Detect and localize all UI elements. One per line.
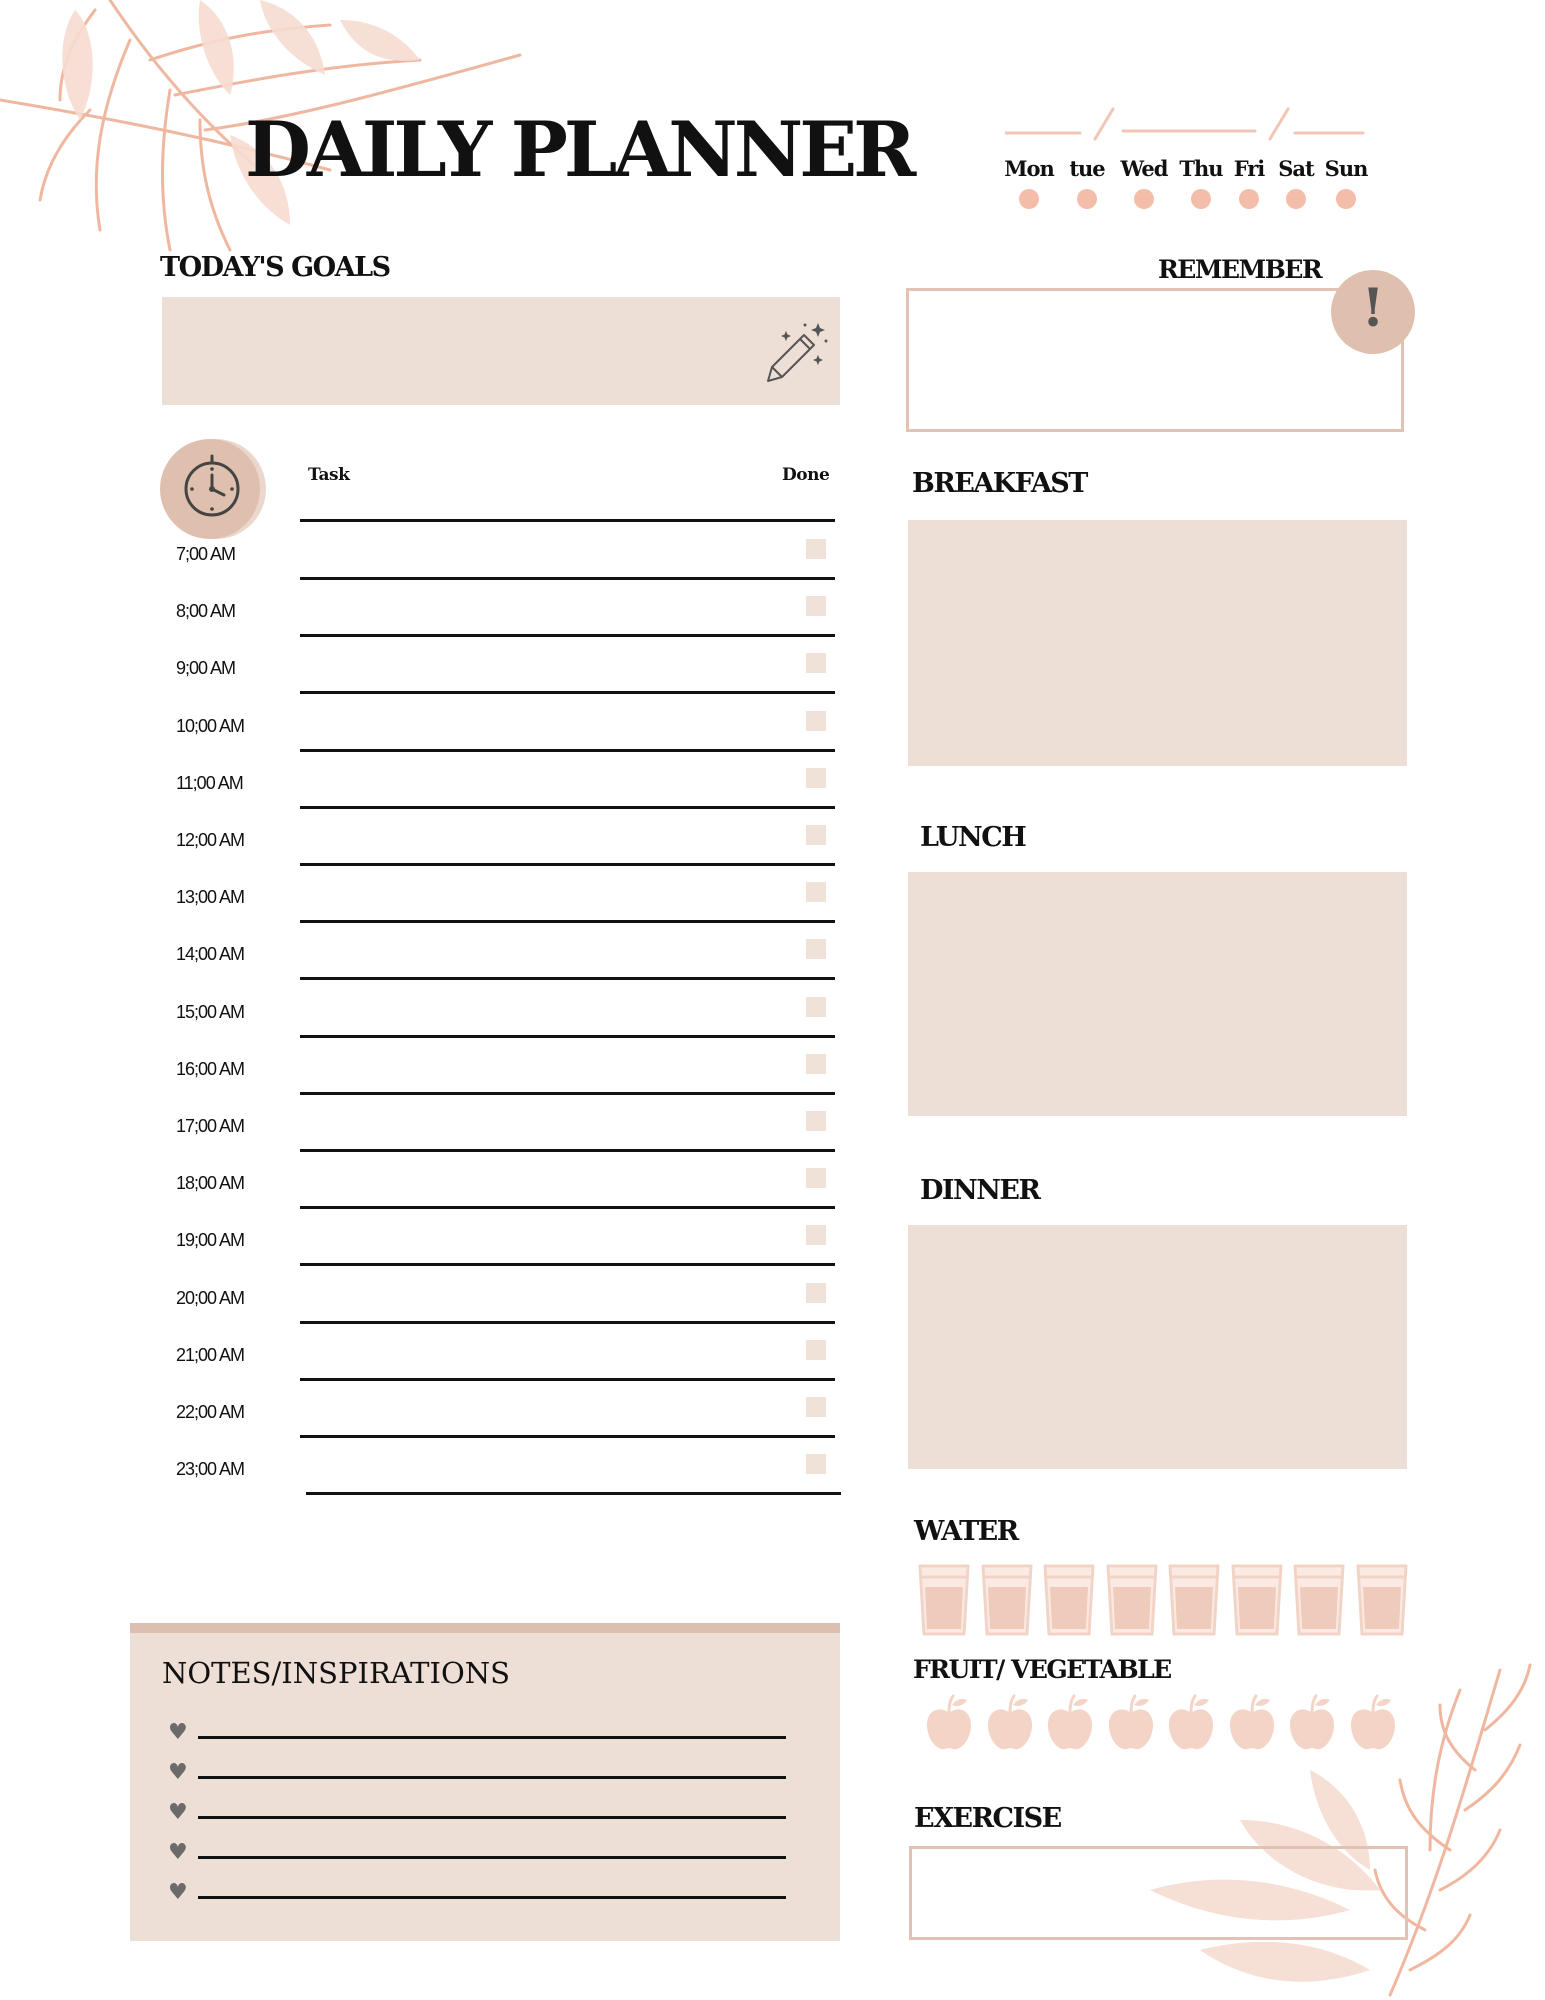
- heart-icon: ♥: [168, 1720, 188, 1745]
- time-label: 8;00 AM: [176, 601, 236, 621]
- page-title: DAILY PLANNER: [245, 105, 913, 194]
- breakfast-label: BREAKFAST: [912, 468, 1087, 499]
- fruit-label: FRUIT/ VEGETABLE: [913, 1655, 1171, 1684]
- time-label: 12;00 AM: [176, 830, 245, 850]
- time-label: 11;00 AM: [176, 773, 243, 793]
- task-line[interactable]: [300, 806, 835, 809]
- day-label-wed: Wed: [1120, 156, 1168, 181]
- time-label: 10;00 AM: [176, 716, 245, 736]
- exercise-box[interactable]: [909, 1846, 1408, 1940]
- task-line[interactable]: [300, 634, 835, 637]
- week-divider-decoration: [1005, 105, 1365, 145]
- lunch-label: LUNCH: [920, 822, 1026, 853]
- done-checkbox[interactable]: [806, 1111, 826, 1131]
- task-line[interactable]: [300, 863, 835, 866]
- remember-box[interactable]: [906, 288, 1404, 432]
- done-checkbox[interactable]: [806, 825, 826, 845]
- apple-icon[interactable]: [1046, 1693, 1094, 1753]
- lunch-box[interactable]: [908, 872, 1407, 1116]
- day-label-fri: Fri: [1233, 156, 1265, 181]
- heart-icon: ♥: [168, 1800, 188, 1825]
- time-label: 14;00 AM: [176, 944, 245, 964]
- task-line[interactable]: [300, 1092, 835, 1095]
- clock-badge: [160, 439, 266, 539]
- pencil-sparkle-icon: [760, 317, 832, 389]
- done-checkbox[interactable]: [806, 768, 826, 788]
- task-line[interactable]: [300, 977, 835, 980]
- exercise-label: EXERCISE: [914, 1803, 1061, 1834]
- heart-icon: ♥: [168, 1840, 188, 1865]
- done-checkbox[interactable]: [806, 653, 826, 673]
- water-glass-icon[interactable]: [1292, 1563, 1346, 1637]
- note-line[interactable]: [198, 1896, 786, 1899]
- note-line[interactable]: [198, 1776, 786, 1779]
- time-label: 17;00 AM: [176, 1116, 245, 1136]
- done-checkbox[interactable]: [806, 1340, 826, 1360]
- water-glass-icon[interactable]: [1105, 1563, 1159, 1637]
- time-label: 13;00 AM: [176, 887, 245, 907]
- water-glass-icon[interactable]: [1042, 1563, 1096, 1637]
- done-checkbox[interactable]: [806, 939, 826, 959]
- water-glass-icon[interactable]: [1230, 1563, 1284, 1637]
- apple-icon[interactable]: [986, 1693, 1034, 1753]
- task-line[interactable]: [300, 577, 835, 580]
- day-dot-tue[interactable]: [1077, 189, 1097, 209]
- water-glass-icon[interactable]: [917, 1563, 971, 1637]
- task-line[interactable]: [300, 1263, 835, 1266]
- task-line[interactable]: [300, 1149, 835, 1152]
- done-checkbox[interactable]: [806, 711, 826, 731]
- note-line[interactable]: [198, 1736, 786, 1739]
- done-column-header: Done: [782, 465, 830, 485]
- day-dot-sat[interactable]: [1286, 189, 1306, 209]
- day-dot-sun[interactable]: [1336, 189, 1356, 209]
- done-checkbox[interactable]: [806, 1054, 826, 1074]
- apple-icon[interactable]: [1228, 1693, 1276, 1753]
- water-glass-icon[interactable]: [1355, 1563, 1409, 1637]
- done-checkbox[interactable]: [806, 1168, 826, 1188]
- remember-label: REMEMBER: [1158, 255, 1322, 284]
- day-label-tue: tue: [1069, 156, 1105, 181]
- done-checkbox[interactable]: [806, 1225, 826, 1245]
- apple-icon[interactable]: [925, 1693, 973, 1753]
- time-label: 15;00 AM: [176, 1002, 245, 1022]
- time-label: 20;00 AM: [176, 1288, 245, 1308]
- day-label-sat: Sat: [1278, 156, 1314, 181]
- time-label: 16;00 AM: [176, 1059, 245, 1079]
- task-line[interactable]: [300, 1321, 835, 1324]
- task-line[interactable]: [300, 920, 835, 923]
- dinner-label: DINNER: [920, 1175, 1040, 1206]
- clock-icon: [182, 453, 242, 519]
- done-checkbox[interactable]: [806, 539, 826, 559]
- note-line[interactable]: [198, 1856, 786, 1859]
- water-label: WATER: [914, 1516, 1018, 1547]
- done-checkbox[interactable]: [806, 596, 826, 616]
- apple-icon[interactable]: [1288, 1693, 1336, 1753]
- done-checkbox[interactable]: [806, 997, 826, 1017]
- done-checkbox[interactable]: [806, 1397, 826, 1417]
- task-line[interactable]: [300, 1378, 835, 1381]
- done-checkbox[interactable]: [806, 1283, 826, 1303]
- note-line[interactable]: [198, 1816, 786, 1819]
- task-column-header: Task: [308, 465, 350, 485]
- day-dot-fri[interactable]: [1239, 189, 1259, 209]
- dinner-box[interactable]: [908, 1225, 1407, 1469]
- day-label-mon: Mon: [1004, 156, 1054, 181]
- apple-icon[interactable]: [1349, 1693, 1397, 1753]
- heart-icon: ♥: [168, 1880, 188, 1905]
- task-line[interactable]: [300, 1435, 835, 1438]
- schedule-header-rule: [300, 519, 835, 522]
- remember-alert-badge: [1331, 270, 1415, 354]
- day-dot-mon[interactable]: [1019, 189, 1039, 209]
- time-label: 21;00 AM: [176, 1345, 245, 1365]
- water-glass-icon[interactable]: [980, 1563, 1034, 1637]
- time-label: 18;00 AM: [176, 1173, 245, 1193]
- done-checkbox[interactable]: [806, 1454, 826, 1474]
- task-line[interactable]: [300, 1035, 835, 1038]
- heart-icon: ♥: [168, 1760, 188, 1785]
- task-line[interactable]: [300, 749, 835, 752]
- task-line[interactable]: [300, 1206, 835, 1209]
- goals-input-area[interactable]: [162, 297, 840, 405]
- done-checkbox[interactable]: [806, 882, 826, 902]
- alert-icon: !: [1361, 278, 1385, 339]
- task-line[interactable]: [300, 691, 835, 694]
- day-dot-thu[interactable]: [1191, 189, 1211, 209]
- time-label: 22;00 AM: [176, 1402, 245, 1422]
- day-label-thu: Thu: [1179, 156, 1223, 181]
- time-label: 7;00 AM: [176, 544, 236, 564]
- notes-panel: [130, 1623, 840, 1941]
- time-label: 23;00 AM: [176, 1459, 245, 1479]
- goals-label: TODAY'S GOALS: [160, 252, 390, 283]
- apple-icon[interactable]: [1167, 1693, 1215, 1753]
- time-label: 9;00 AM: [176, 658, 236, 678]
- apple-icon[interactable]: [1107, 1693, 1155, 1753]
- notes-title: NOTES/INSPIRATIONS: [162, 1656, 510, 1690]
- water-glass-icon[interactable]: [1167, 1563, 1221, 1637]
- day-dot-wed[interactable]: [1134, 189, 1154, 209]
- day-label-sun: Sun: [1324, 156, 1368, 181]
- breakfast-box[interactable]: [908, 520, 1407, 766]
- task-line[interactable]: [306, 1492, 841, 1495]
- time-label: 19;00 AM: [176, 1230, 245, 1250]
